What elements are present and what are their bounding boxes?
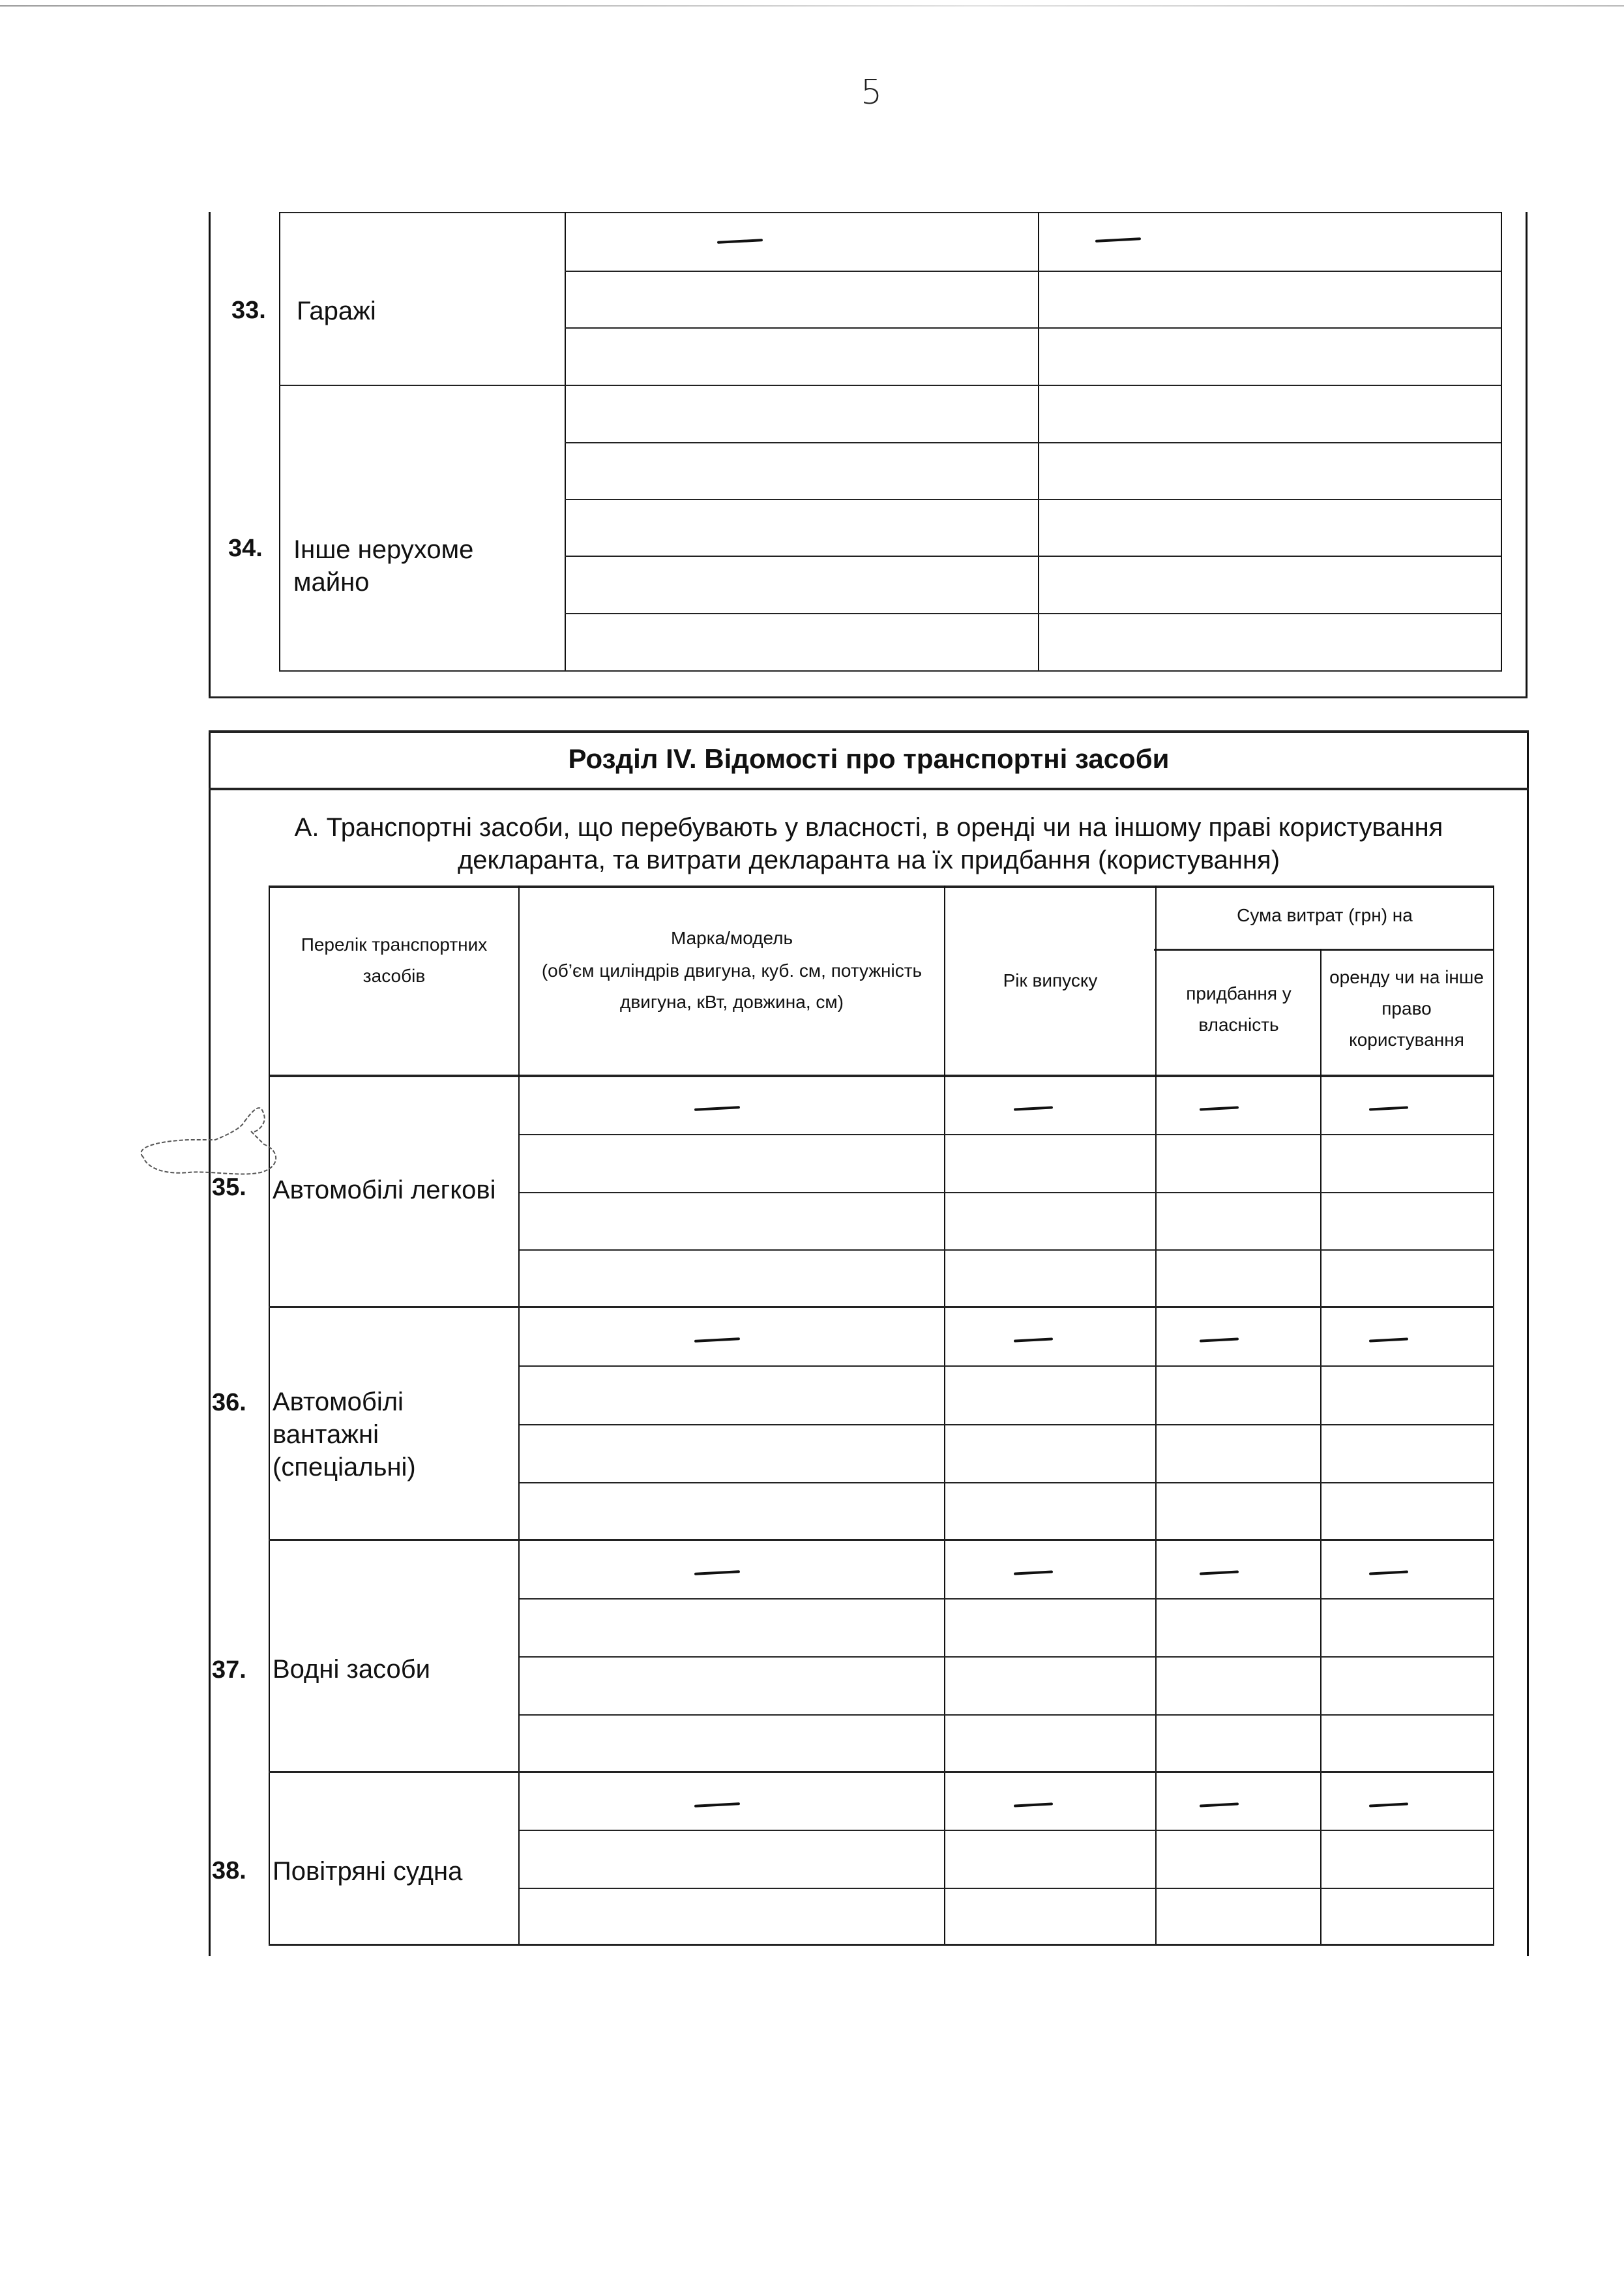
col-line [944,886,945,1945]
header-group-divider [1154,949,1494,951]
handwritten-dash [694,1106,740,1111]
grid-col-line [1501,212,1502,672]
frame-bottom-line [209,696,1528,698]
row-label: Автомобілі вантажні (спеціальні) [273,1388,416,1481]
page-number: 5 [861,73,883,112]
grid-row-line [565,499,1501,500]
handwritten-dash [694,1570,740,1575]
grid-col-line [279,212,280,672]
grid-bottom [279,670,1501,672]
header-brand-title: Марка/модель [670,928,793,948]
row-group-line [269,1944,1494,1946]
handwritten-dash [1014,1802,1053,1807]
sub-row-line [520,1830,1493,1831]
grid-row-line [565,327,1501,329]
handwritten-dash [1014,1570,1053,1575]
sub-row-line [520,1656,1493,1658]
row-label-other-real-estate: Інше нерухоме майно [293,535,474,597]
row-group-line [269,1771,1494,1773]
sub-row-line [520,1424,1493,1425]
section-left-line [209,730,211,1956]
header-bottom [269,1075,1494,1077]
row-number: 34. [228,535,263,562]
header-brand-note: (об’єм циліндрів двигуна, куб. см, потужність двигуна, кВт, довжина, см) [541,960,923,1012]
col-line [1320,949,1321,1945]
grid-row-line [565,556,1501,557]
row-label: Повітряні судна [273,1857,463,1886]
subsection-title-line2: декларанта, та витрати декларанта на їх придбання (користування) [457,846,1280,874]
handwritten-dash [1200,1570,1239,1575]
row-number: 33. [231,297,266,324]
grid-row-line [565,442,1501,443]
col-line [269,886,270,1945]
handwritten-dash [1200,1106,1239,1110]
col-line [1155,886,1157,1945]
row-number: 35. [212,1174,246,1201]
row-label: Водні засоби [273,1655,431,1684]
section-top-line [209,730,1529,733]
handwritten-dash [1200,1802,1239,1807]
row-number: 36. [212,1389,246,1416]
sub-row-line [520,1365,1493,1367]
section-right-line [1527,730,1529,1956]
sub-row-line [520,1482,1493,1483]
header-purchase: придбання у власність [1186,983,1292,1035]
handwritten-dash [1369,1570,1408,1575]
row-label: Автомобілі легкові [273,1176,496,1204]
sub-row-line [520,1249,1493,1251]
sub-row-line [520,1888,1493,1889]
grid-row-line [565,271,1501,272]
col-line [1493,886,1494,1945]
col-line [518,886,520,1945]
grid-row-line [279,385,1501,386]
grid-row-line [565,613,1501,614]
handwritten-dash [1200,1337,1239,1342]
frame-right-line [1526,212,1528,698]
handwritten-dash [717,239,763,244]
sub-row-line [520,1192,1493,1193]
sub-row-line [520,1598,1493,1600]
handwritten-dash [1014,1337,1053,1342]
grid-top [279,212,1501,213]
row-group-line [269,1306,1494,1308]
handwritten-dash [694,1337,740,1343]
header-rent: оренду чи на інше право користування [1329,967,1484,1050]
handwritten-dash [694,1802,740,1808]
row-group-line [269,1539,1494,1541]
handwritten-dash [1369,1802,1408,1807]
sub-row-line [520,1134,1493,1135]
row-label-garages: Гаражі [297,297,376,325]
scan-artifact-line [0,5,1624,7]
header-expenses-group: Сума витрат (грн) на [1237,905,1413,925]
header-list: Перелік транспортних засобів [301,934,488,986]
row-number: 38. [212,1857,246,1884]
section-title: Розділ IV. Відомості про транспортні засоби [568,743,1170,774]
header-top [269,886,1494,888]
handwritten-dash [1369,1106,1408,1110]
handwritten-annotation [130,1095,300,1200]
handwritten-dash [1095,237,1141,243]
sub-row-line [520,1714,1493,1716]
handwritten-dash [1369,1337,1408,1342]
handwritten-dash [1014,1106,1053,1110]
section-title-divider [209,788,1529,790]
header-year: Рік випуску [1003,970,1098,990]
frame-left-line [209,212,211,698]
subsection-title-line1: А. Транспортні засоби, що перебувають у власності, в оренді чи на іншому праві користування [294,813,1443,842]
row-number: 37. [212,1656,246,1684]
